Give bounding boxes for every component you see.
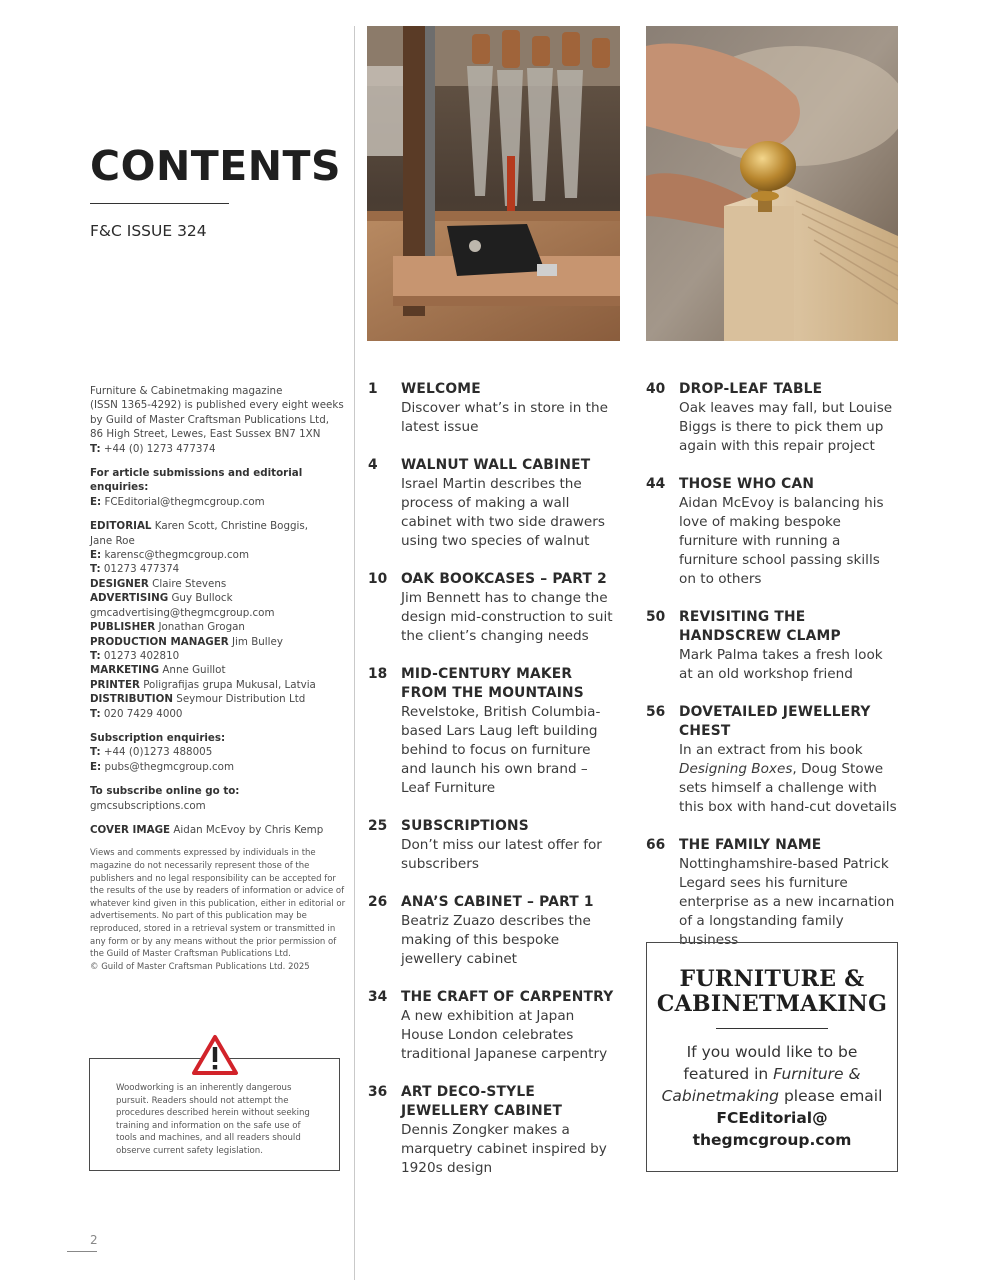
entry-description: Mark Palma takes a fresh look at an old workshop friend: [679, 647, 883, 682]
entry-page-number: 18: [368, 666, 388, 682]
entry-title: DROP-LEAF TABLE: [679, 381, 823, 397]
entry-description: Jim Bennett has to change the design mid-construction to suit the client’s changing needs: [401, 590, 613, 644]
subscription-tel: T: +44 (0)1273 488005: [90, 746, 213, 759]
subscription-block: [90, 731, 346, 774]
submissions-heading: For article submissions and editorial enquiries:: [90, 467, 303, 494]
subscribe-online-link[interactable]: gmcsubscriptions.com: [90, 799, 206, 812]
staff-block: [90, 519, 346, 721]
printer-credit: PRINTER Poligrafijas grupa Mukusal, Latvia: [90, 678, 316, 691]
subscription-email[interactable]: E: pubs@thegmcgroup.com: [90, 760, 234, 773]
entry-description: Dennis Zongker makes a marquetry cabinet inspired by 1920s design: [401, 1122, 607, 1176]
publisher-line: (ISSN 1365-4292) is published every eight weeks: [90, 399, 344, 412]
entry-description: In an extract from his book Designing Boxes, Doug Stowe sets himself a challenge with this box with hand-cut dovetails: [679, 742, 897, 815]
publisher-tel: T: +44 (0) 1273 477374: [90, 442, 216, 455]
submission-promo-box: [646, 942, 898, 1172]
entry-title: THE CRAFT OF CARPENTRY: [401, 989, 614, 1005]
magazine-logo: FURNITURE & CABINETMAKING: [656, 966, 888, 1017]
submissions-block: [90, 466, 346, 509]
publisher-line: by Guild of Master Craftsman Publications Ltd,: [90, 413, 330, 426]
page-title: CONTENTS: [90, 142, 342, 190]
entry-description: Beatriz Zuazo describes the making of this bespoke jewellery cabinet: [401, 913, 591, 967]
marketing-credit: MARKETING Anne Guillot: [90, 664, 226, 677]
entry-page-number: 26: [368, 894, 388, 910]
entry-description: Revelstoke, British Columbia-based Lars Laug left building behind to focus on furniture and launch his own brand – Leaf Furniture: [401, 704, 601, 796]
editorial-credit-cont: Jane Roe: [90, 534, 135, 547]
entry-title: DOVETAILED JEWELLERY CHEST: [679, 704, 871, 739]
column-divider: [354, 26, 355, 1280]
entry-page-number: 25: [368, 818, 388, 834]
entry-description: Discover what’s in store in the latest issue: [401, 400, 608, 435]
publisher-line: Furniture & Cabinetmaking magazine: [90, 385, 283, 397]
publisher-block: [90, 384, 346, 456]
title-rule: [90, 203, 229, 204]
book-title: Designing Boxes: [679, 761, 793, 777]
brass-knob-photo: [646, 26, 898, 341]
contents-entry[interactable]: [368, 380, 620, 437]
disclaimer: Views and comments expressed by individuals in the magazine do not necessarily represent those of the publishers and no legal responsibility can be accepted for the results of the use by readers of information or advice of whatever kind given in this publication, either in editorial or advertisements. No part of this publication may be reproduced, stored in a retrieval system or transmitted in any form or by any means without the prior permission of the Guild of Master Craftsman Publications Ltd. © Guild of Master Craftsman Publications Ltd. 2025: [90, 848, 346, 972]
page-number-rule: [67, 1251, 97, 1252]
contents-entry[interactable]: [368, 1083, 620, 1178]
entry-page-number: 66: [646, 837, 666, 853]
entry-page-number: 36: [368, 1084, 388, 1100]
page-number: 2: [90, 1233, 98, 1247]
distribution-tel: T: 020 7429 4000: [90, 707, 183, 720]
entry-title: ANA’S CABINET – PART 1: [401, 894, 594, 910]
entry-description: Nottinghamshire-based Patrick Legard sees his furniture enterprise as a new incarnation of a longstanding family business: [679, 856, 895, 948]
advertising-credit: ADVERTISING Guy Bullock: [90, 592, 233, 605]
entry-page-number: 56: [646, 704, 666, 720]
entry-page-number: 1: [368, 381, 378, 397]
contents-entry[interactable]: [646, 703, 898, 817]
production-tel: T: 01273 402810: [90, 649, 180, 662]
entry-description: Oak leaves may fall, but Louise Biggs is there to pick them up again with this repair project: [679, 400, 893, 454]
promo-rule: [716, 1028, 828, 1029]
publication-info: [90, 384, 346, 973]
entry-page-number: 44: [646, 476, 666, 492]
contents-entry[interactable]: [646, 836, 898, 950]
warning-triangle-icon: [191, 1034, 239, 1076]
entry-page-number: 34: [368, 989, 388, 1005]
contents-entry[interactable]: [368, 893, 620, 969]
safety-warning-text: Woodworking is an inherently dangerous pursuit. Readers should not attempt the procedures described herein without seeking training and information on the safe use of tools and machines, and all readers should observe current safety legislation.: [116, 1083, 310, 1156]
distribution-credit: DISTRIBUTION Seymour Distribution Ltd: [90, 693, 306, 706]
subscribe-online-heading: To subscribe online go to:: [90, 785, 240, 798]
editorial-credit: EDITORIAL Karen Scott, Christine Boggis,: [90, 520, 309, 533]
contents-entry[interactable]: [646, 475, 898, 589]
contents-column-1: [368, 380, 620, 1197]
entry-title: WALNUT WALL CABINET: [401, 457, 591, 473]
entry-page-number: 50: [646, 609, 666, 625]
entry-title: THE FAMILY NAME: [679, 837, 822, 853]
entry-title: OAK BOOKCASES – PART 2: [401, 571, 607, 587]
subscription-heading: Subscription enquiries:: [90, 731, 226, 744]
workshop-square-photo: [367, 26, 620, 341]
contents-entry[interactable]: [368, 817, 620, 874]
subscribe-online-block: [90, 784, 346, 813]
contents-entry[interactable]: [368, 456, 620, 551]
contents-column-2: [646, 380, 898, 969]
entry-description: Aidan McEvoy is balancing his love of making bespoke furniture with running a furniture school passing skills on to others: [679, 495, 884, 587]
entry-title: MID-CENTURY MAKER FROM THE MOUNTAINS: [401, 666, 584, 701]
entry-description: Israel Martin describes the process of making a wall cabinet with two side drawers using two species of walnut: [401, 476, 605, 549]
contents-entry[interactable]: [368, 665, 620, 798]
entry-description: Don’t miss our latest offer for subscribers: [401, 837, 602, 872]
publisher-line: 86 High Street, Lewes, East Sussex BN7 1XN: [90, 428, 321, 441]
contents-entry[interactable]: [646, 608, 898, 684]
copyright: © Guild of Master Craftsman Publications Ltd. 2025: [90, 961, 310, 972]
contents-entry[interactable]: [646, 380, 898, 456]
publisher-credit: PUBLISHER Jonathan Grogan: [90, 621, 245, 634]
issue-label: F&C ISSUE 324: [90, 222, 207, 240]
advertising-email[interactable]: gmcadvertising@thegmcgroup.com: [90, 606, 275, 619]
entry-title: THOSE WHO CAN: [679, 476, 815, 492]
entry-title: ART DECO-STYLE JEWELLERY CABINET: [401, 1084, 563, 1119]
cover-credit: COVER IMAGE Aidan McEvoy by Chris Kemp: [90, 823, 324, 836]
contents-entry[interactable]: [368, 988, 620, 1064]
entry-title: SUBSCRIPTIONS: [401, 818, 529, 834]
designer-credit: DESIGNER Claire Stevens: [90, 577, 227, 590]
promo-text: If you would like to be featured in Furniture & Cabinetmaking please email FCEditorial@ thegmcgroup.com: [661, 1043, 883, 1149]
editorial-tel: T: 01273 477374: [90, 563, 180, 576]
editorial-email[interactable]: E: karensc@thegmcgroup.com: [90, 549, 250, 562]
submissions-email[interactable]: E: FCEditorial@thegmcgroup.com: [90, 495, 265, 508]
entry-title: REVISITING THE HANDSCREW CLAMP: [679, 609, 841, 644]
entry-page-number: 4: [368, 457, 378, 473]
production-credit: PRODUCTION MANAGER Jim Bulley: [90, 635, 283, 648]
entry-page-number: 10: [368, 571, 388, 587]
promo-email[interactable]: FCEditorial@ thegmcgroup.com: [692, 1109, 852, 1149]
entry-title: WELCOME: [401, 381, 481, 397]
entry-description: A new exhibition at Japan House London celebrates traditional Japanese carpentry: [401, 1008, 608, 1062]
entry-page-number: 40: [646, 381, 666, 397]
contents-entry[interactable]: [368, 570, 620, 646]
